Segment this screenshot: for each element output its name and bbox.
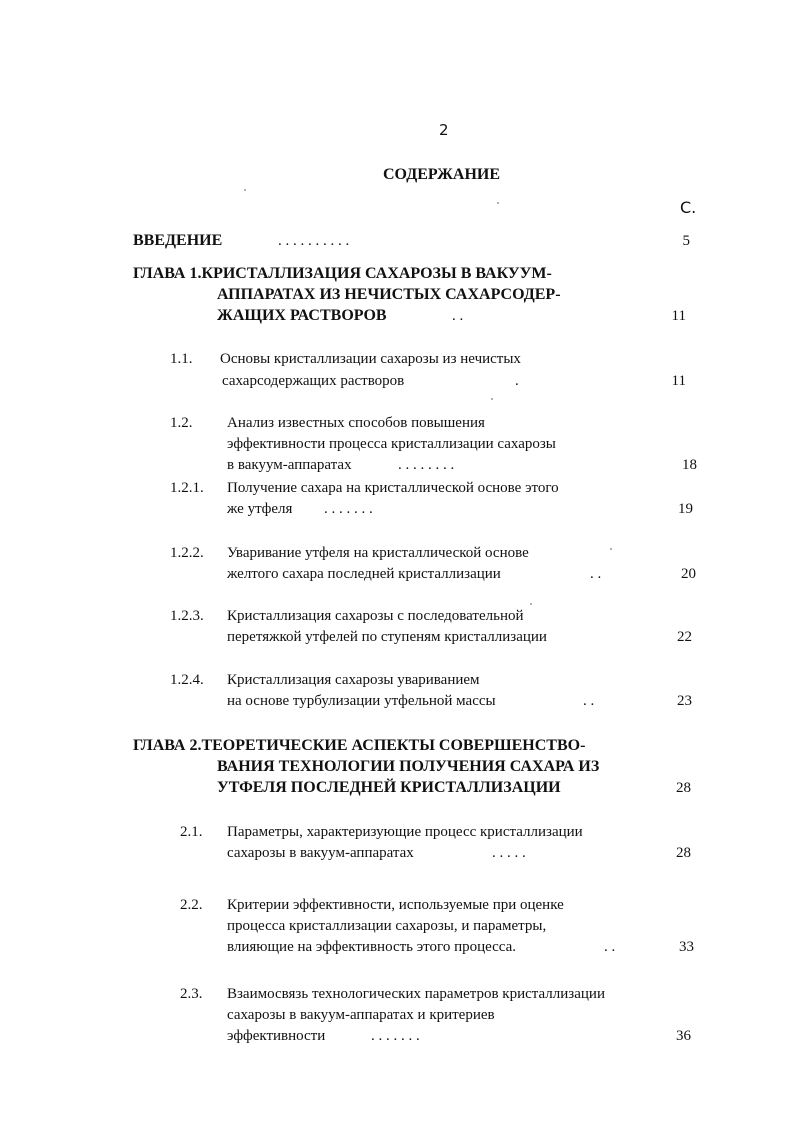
section-number: 1.1.	[170, 351, 193, 367]
section-title-line: желтого сахара последней кристаллизации	[227, 566, 501, 582]
section-title-line: сахарсодержащих растворов	[222, 373, 405, 389]
section-title-line: Основы кристаллизации сахарозы из нечистых	[220, 351, 521, 367]
section-title-line: сахарозы в вакуум-аппаратах	[227, 845, 414, 861]
chapter-heading-line: ГЛАВА 1.КРИСТАЛЛИЗАЦИЯ САХАРОЗЫ В ВАКУУМ-	[133, 265, 552, 282]
section-number: 1.2.	[170, 415, 193, 431]
entry-page: 5	[682, 233, 690, 249]
section-number: 1.2.1.	[170, 480, 204, 496]
section-title-line: Кристаллизация сахарозы увариванием	[227, 672, 480, 688]
section-title-line: эффективности процесса кристаллизации сахарозы	[227, 436, 556, 452]
entry-page: 33	[679, 939, 694, 955]
leader-dots: . .	[452, 308, 464, 324]
section-title-line: процесса кристаллизации сахарозы, и параметры,	[227, 918, 547, 934]
leader-dots: .	[515, 373, 519, 389]
section-title-line: Получение сахара на кристаллической основе этого	[227, 480, 559, 496]
section-title-line: на основе турбулизации утфельной массы	[227, 693, 496, 709]
leader-dots: . .	[604, 939, 616, 955]
leader-dots: . . . . . . . .	[398, 457, 455, 473]
section-number: 2.2.	[180, 897, 203, 913]
section-title-line: эффективности	[227, 1028, 326, 1044]
section-title-line: перетяжкой утфелей по ступеням кристаллизации	[227, 629, 547, 645]
entry-page: 28	[676, 780, 691, 796]
leader-dots: . . . . . . .	[371, 1028, 420, 1044]
entry-page: 20	[681, 566, 696, 582]
section-title-line: Параметры, характеризующие процесс кристаллизации	[227, 824, 583, 840]
section-title-line: влияющие на эффективность этого процесса.	[227, 939, 517, 955]
leader-dots: . .	[590, 566, 602, 582]
section-title-line: Анализ известных способов повышения	[227, 415, 485, 431]
page-column-header: С.	[680, 198, 697, 217]
chapter-heading-line: АППАРАТАХ ИЗ НЕЧИСТЫХ САХАРСОДЕР-	[217, 286, 561, 303]
section-number: 1.2.2.	[170, 545, 204, 561]
leader-dots: . . . . . . . . . .	[278, 233, 350, 249]
scan-speck	[530, 603, 532, 605]
toc-title: СОДЕРЖАНИЕ	[383, 166, 501, 183]
section-title-line: сахарозы в вакуум-аппаратах и критериев	[227, 1007, 495, 1023]
chapter-heading-line: ВАНИЯ ТЕХНОЛОГИИ ПОЛУЧЕНИЯ САХАРА ИЗ	[217, 758, 600, 775]
entry-page: 19	[678, 501, 693, 517]
entry-page: 36	[676, 1028, 691, 1044]
section-title-line: в вакуум-аппаратах	[227, 457, 352, 473]
entry-label: ВВЕДЕНИЕ	[133, 232, 223, 249]
leader-dots: . .	[583, 693, 595, 709]
section-title-line: Критерии эффективности, используемые при оценке	[227, 897, 564, 913]
page-number: 2	[439, 121, 449, 139]
section-number: 1.2.4.	[170, 672, 204, 688]
section-title-line: же утфеля	[227, 501, 293, 517]
section-number: 2.3.	[180, 986, 203, 1002]
scan-speck	[610, 548, 612, 550]
entry-page: 18	[682, 457, 697, 473]
chapter-heading-line: ГЛАВА 2.ТЕОРЕТИЧЕСКИЕ АСПЕКТЫ СОВЕРШЕНСТВО-	[133, 737, 586, 754]
section-number: 2.1.	[180, 824, 203, 840]
entry-page: 23	[677, 693, 692, 709]
scan-speck	[497, 202, 499, 204]
leader-dots: . . . . . . .	[324, 501, 373, 517]
entry-page: 11	[671, 308, 686, 324]
section-title-line: Уваривание утфеля на кристаллической основе	[227, 545, 529, 561]
leader-dots: . . . . .	[492, 845, 526, 861]
chapter-heading-line: УТФЕЛЯ ПОСЛЕДНЕЙ КРИСТАЛЛИЗАЦИИ	[217, 779, 561, 796]
section-number: 1.2.3.	[170, 608, 204, 624]
chapter-heading-line: ЖАЩИХ РАСТВОРОВ	[217, 307, 387, 324]
entry-page: 28	[676, 845, 691, 861]
scan-speck	[244, 189, 246, 191]
section-title-line: Кристаллизация сахарозы с последовательной	[227, 608, 524, 624]
entry-page: 22	[677, 629, 692, 645]
entry-page: 11	[671, 373, 686, 389]
scan-speck	[491, 398, 493, 400]
section-title-line: Взаимосвязь технологических параметров кристаллизации	[227, 986, 605, 1002]
